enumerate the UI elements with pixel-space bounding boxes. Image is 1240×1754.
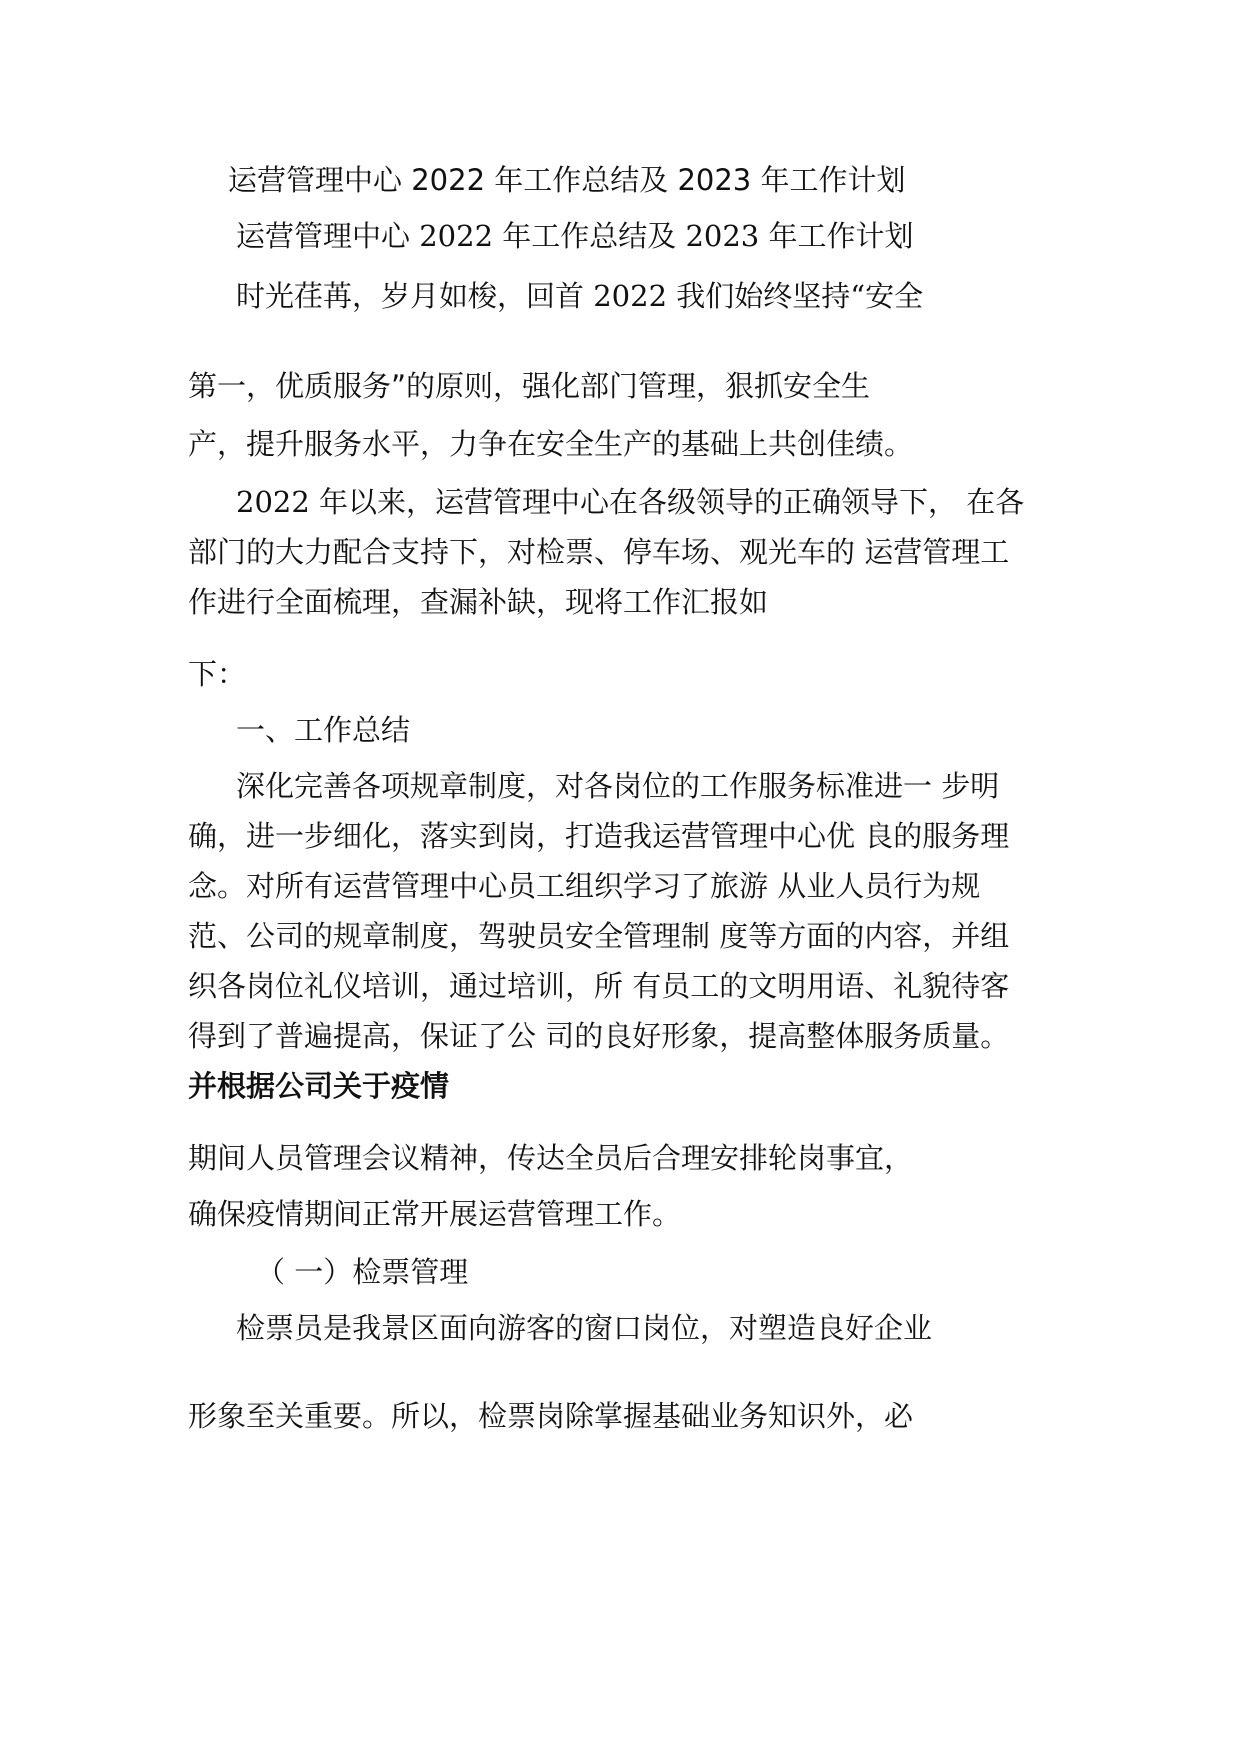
body-line: 范、公司的规章制度，驾驶员安全管理制 度等方面的内容，并组: [188, 919, 1010, 953]
body-line: 深化完善各项规章制度，对各岗位的工作服务标准进一 步明: [236, 769, 1000, 803]
document-title: 运营管理中心 2022 年工作总结及 2023 年工作计划: [228, 163, 906, 197]
summary-para-line-1: 2022 年以来，运营管理中心在各级领导的正确领导下， 在各: [236, 485, 1025, 519]
body-line: 念。对所有运营管理中心员工组织学习了旅游 从业人员行为规: [188, 869, 981, 903]
intro-line-1: 时光荏苒，岁月如梭，回首 2022 我们始终坚持“安全: [236, 279, 924, 313]
summary-para-line-2: 部门的大力配合支持下，对检票、停车场、观光车的 运营管理工: [188, 535, 1010, 569]
intro-line-3: 产，提升服务水平，力争在安全生产的基础上共创佳绩。: [188, 427, 914, 461]
body-line: 检票员是我景区面向游客的窗口岗位，对塑造良好企业: [236, 1311, 933, 1345]
section-heading-work-summary: 一、工作总结: [236, 713, 411, 747]
body-line-bold: 并根据公司关于疫情: [188, 1069, 450, 1103]
document-title-repeat: 运营管理中心 2022 年工作总结及 2023 年工作计划: [236, 219, 914, 253]
body-line: 确保疫情期间正常开展运营管理工作。: [188, 1197, 682, 1231]
body-line: 得到了普遍提高，保证了公 司的良好形象，提高整体服务质量。: [188, 1019, 1010, 1053]
body-line: 织各岗位礼仪培训，通过培训，所 有员工的文明用语、礼貌待客: [188, 969, 1010, 1003]
intro-line-2: 第一，优质服务”的原则，强化部门管理，狠抓安全生: [188, 369, 871, 403]
summary-para-line-4: 下：: [188, 657, 247, 691]
body-line: 期间人员管理会议精神，传达全员后合理安排轮岗事宜，: [188, 1141, 914, 1175]
body-line: 确，进一步细化，落实到岗，打造我运营管理中心优 良的服务理: [188, 819, 1010, 853]
body-line: 形象至关重要。所以，检票岗除掌握基础业务知识外，必: [188, 1399, 914, 1433]
subsection-heading-ticket-management: （ 一）检票管理: [256, 1255, 469, 1289]
summary-para-line-3: 作进行全面梳理，查漏补缺，现将工作汇报如: [188, 585, 769, 619]
